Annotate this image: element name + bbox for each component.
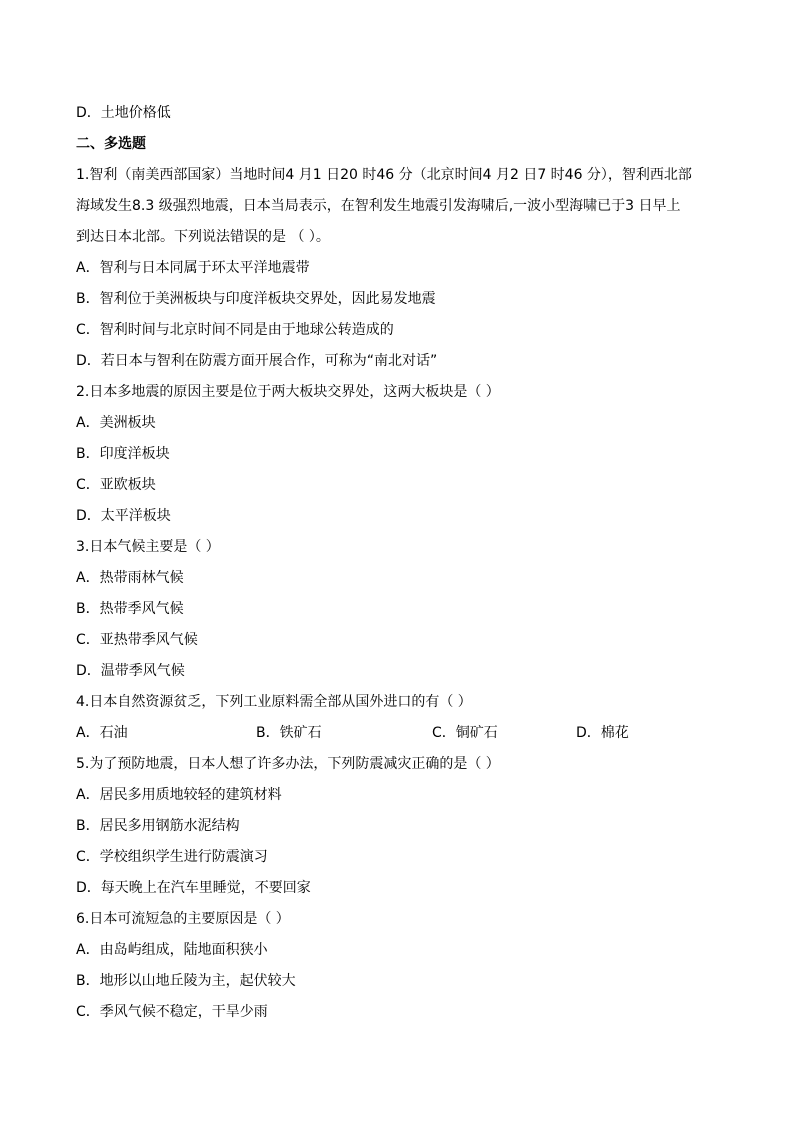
- option-b: B．铁矿石: [256, 725, 322, 741]
- option-d: D．温带季风气候: [76, 663, 185, 679]
- question-stem-line: 4.日本自然资源贫乏，下列工业原料需全部从国外进口的有（ ）: [76, 694, 472, 710]
- option-b: B．智利位于美洲板块与印度洋板块交界处，因此易发地震: [76, 291, 436, 307]
- option-c: C．季风气候不稳定，干旱少雨: [76, 1004, 268, 1020]
- option-a: A．居民多用质地较轻的建筑材料: [76, 787, 282, 803]
- question-1: [76, 160, 726, 377]
- option-b: B．地形以山地丘陵为主，起伏较大: [76, 973, 296, 989]
- option-d: D．若日本与智利在防震方面开展合作，可称为“南北对话”: [76, 353, 438, 369]
- options-row: [76, 718, 726, 749]
- option-a: A．热带雨林气候: [76, 570, 184, 586]
- option-c: C．学校组织学生进行防震演习: [76, 849, 268, 865]
- option-b: B．居民多用钢筋水泥结构: [76, 818, 240, 834]
- option-c: C．智利时间与北京时间不同是由于地球公转造成的: [76, 322, 394, 338]
- question-stem-line: 6.日本可流短急的主要原因是（ ）: [76, 911, 290, 927]
- question-stem-line: 海域发生8.3 级强烈地震，日本当局表示，在智利发生地震引发海啸后,一波小型海啸已于3 日早上: [76, 198, 681, 214]
- question-2: [76, 377, 726, 532]
- question-4: [76, 687, 726, 749]
- option-a: A．石油: [76, 725, 128, 741]
- option-a: A．由岛屿组成，陆地面积狭小: [76, 942, 268, 958]
- option-a: A．美洲板块: [76, 415, 156, 431]
- section-title: 二、多选题: [76, 136, 146, 152]
- question-stem-line: 5.为了预防地震，日本人想了许多办法，下列防震减灾正确的是（ ）: [76, 756, 500, 772]
- option-a: A．智利与日本同属于环太平洋地震带: [76, 260, 310, 276]
- option-b: B．印度洋板块: [76, 446, 170, 462]
- document-page: [76, 98, 726, 1028]
- question-stem-line: 2.日本多地震的原因主要是位于两大板块交界处，这两大板块是（ ）: [76, 384, 500, 400]
- question-stem-line: 到达日本北部。下列说法错误的是 （ ）。: [76, 229, 330, 245]
- option-b: B．热带季风气候: [76, 601, 184, 617]
- question-3: [76, 532, 726, 687]
- question-5: [76, 749, 726, 904]
- question-stem-line: 1.智利（南美西部国家）当地时间4 月1 日20 时46 分（北京时间4 月2 日7 时46 分），智利西北部: [76, 167, 692, 183]
- question-stem-line: 3.日本气候主要是（ ）: [76, 539, 220, 555]
- option-c: C．亚热带季风气候: [76, 632, 198, 648]
- option-d: D．棉花: [576, 725, 629, 741]
- option-c: C．亚欧板块: [76, 477, 156, 493]
- question-6: [76, 904, 726, 1028]
- option-c: C．铜矿石: [432, 725, 498, 741]
- option-d: D．太平洋板块: [76, 508, 171, 524]
- option-d: D．每天晚上在汽车里睡觉，不要回家: [76, 880, 311, 896]
- prev-question-option: D．土地价格低: [76, 105, 171, 121]
